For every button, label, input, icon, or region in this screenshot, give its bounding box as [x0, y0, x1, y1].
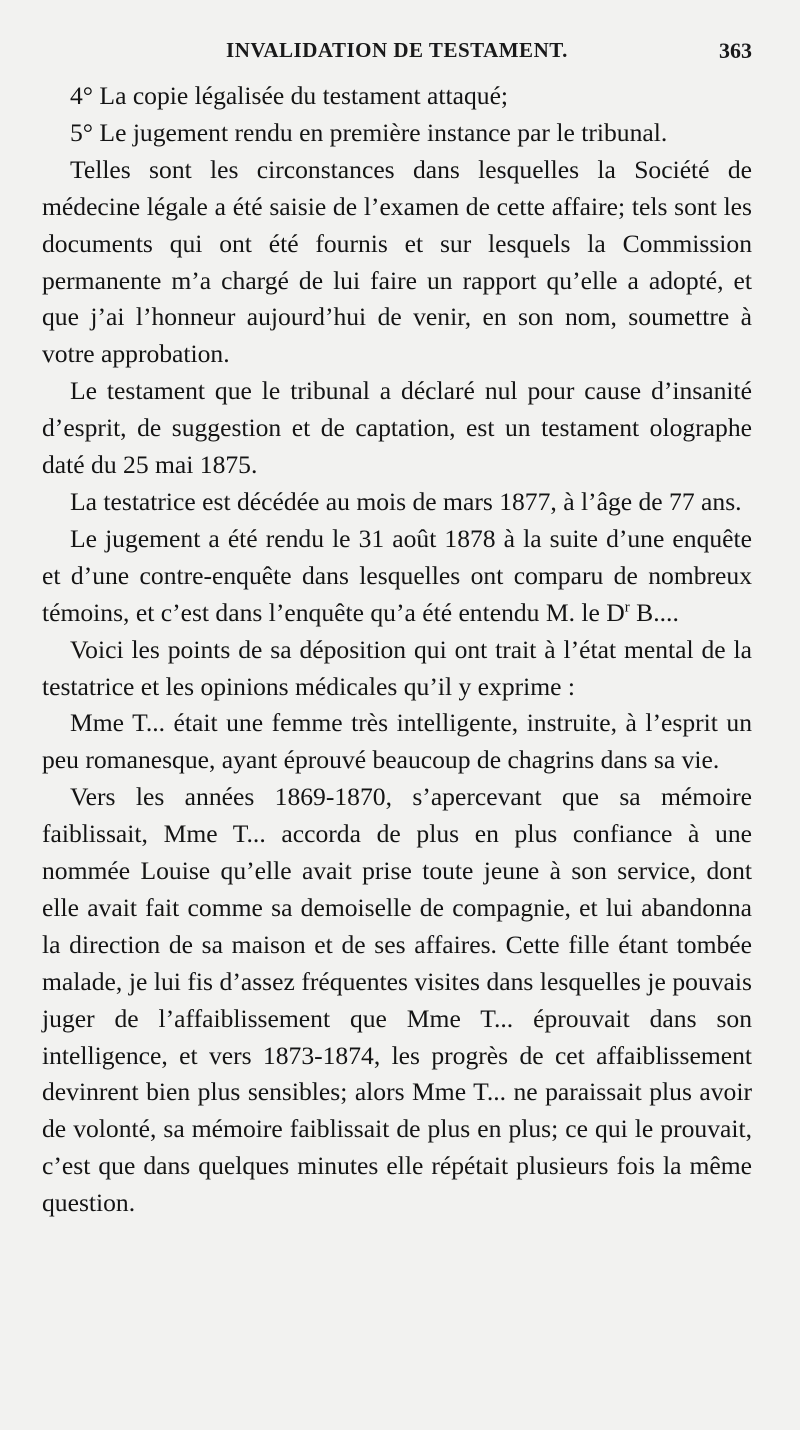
- paragraph: Le testament que le tribunal a déclaré nul pour cause d’insanité d’esprit, de suggestion et de captation, est un testament olographe daté du 25 mai 1875.: [42, 376, 752, 480]
- running-title: INVALIDATION DE TESTAMENT.: [226, 38, 568, 62]
- paragraph: [42, 521, 752, 632]
- paragraph: La testatrice est décédée au mois de mars 1877, à l’âge de 77 ans.: [70, 486, 742, 516]
- body-text: [42, 78, 752, 1222]
- page-header: [42, 38, 752, 68]
- paragraph: Telles sont les circonstances dans lesquelles la Société de médecine légale a été saisie de l’examen de cette affaire; tels sont les documents qui ont été fournis et sur lesquels la Commission permanente m’a chargé de lui faire un rapport qu’elle a adopté, et que j’ai l’honneur aujourd’hui de venir, en son nom, soumettre à votre approbation.: [42, 154, 752, 369]
- superscript: r: [624, 599, 630, 616]
- paragraph: Mme T... était une femme très intelligente, instruite, à l’esprit un peu romanesque, ayant éprouvé beaucoup de chagrins dans sa vie.: [42, 708, 752, 775]
- paragraph-text: Le jugement a été rendu le 31 août 1878 à la suite d’une enquête et d’une contre-enquête dans lesquelles ont comparu de nombreux témoins, et c’est dans l’enquête qu’a été entendu M. le D: [42, 523, 752, 627]
- paragraph: 4° La copie légalisée du testament attaqué;: [70, 81, 509, 110]
- paragraph: Vers les années 1869-1870, s’apercevant que sa mémoire faiblissait, Mme T... accorda de plus en plus confiance à une nommée Louise qu’elle avait prise toute jeune à son service, dont elle avait fait comme sa demoiselle de compagnie, et lui abandonna la direction de sa maison et de ses affaires. Cette fille étant tombée malade, je lui fis d’assez fréquentes visites dans lesquelles je pouvais juger de l’affaiblissement que Mme T... éprouvait dans son intelligence, et vers 1873-1874, les progrès de cet affaiblissement devinrent bien plus sensibles; alors Mme T... ne paraissait plus avoir de volonté, sa mémoire faiblissait de plus en plus; ce qui le prouvait, c’est que dans quelques minutes elle répétait plusieurs fois la même question.: [42, 782, 752, 1218]
- page-number: 363: [719, 38, 752, 63]
- paragraph: Voici les points de sa déposition qui ont trait à l’état mental de la testatrice et les opinions médicales qu’il y exprime :: [42, 634, 752, 701]
- paragraph-text: B....: [629, 597, 679, 627]
- paragraph: 5° Le jugement rendu en première instance par le tribunal.: [70, 117, 668, 147]
